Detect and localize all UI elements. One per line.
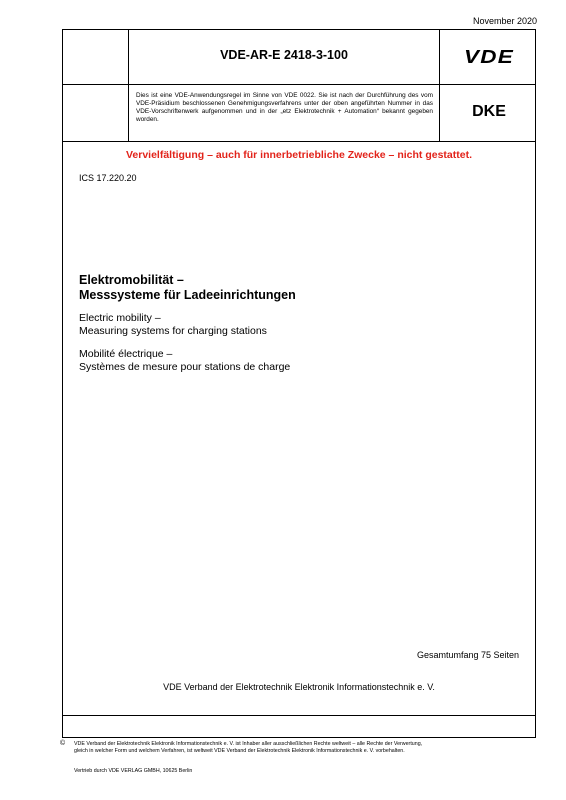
german-title [79, 273, 296, 303]
header-right-divider [439, 30, 440, 142]
vde-logo: VDE [463, 47, 514, 67]
french-title-line-2: Systèmes de mesure pour stations de charge [79, 361, 291, 373]
copyright-notice: VDE Verband der Elektrotechnik Elektronik Informationstechnik e. V. ist Inhaber aller ausschließlichen Rechte weltweit – alle Rechte der Verwertung, gleich in welcher Form und welchem Verfahren, ist weltweit VDE Verband der Elektrotechnik Elektronik Informationstechnik e. V. vorbehalten. [74, 741, 423, 754]
header-divider [63, 84, 535, 85]
footer-divider [63, 715, 535, 716]
french-title-line-1: Mobilité électrique – [79, 348, 173, 360]
dke-label: DKE [472, 103, 506, 120]
copy-warning: Vervielfältigung – auch für innerbetriebliche Zwecke – nicht gestattet. [125, 149, 472, 161]
english-title-line-2: Measuring systems for charging stations [79, 325, 267, 337]
copyright-icon: © [60, 740, 66, 747]
french-title [79, 348, 290, 374]
distribution-notice: Vertrieb durch VDE VERLAG GMBH, 10625 Berlin [74, 768, 193, 774]
publication-date: November 2020 [472, 16, 537, 26]
header-bottom-divider [63, 141, 535, 142]
publisher-name: VDE Verband der Elektrotechnik Elektronik Informationstechnik e. V. [163, 682, 435, 692]
total-pages: Gesamtumfang 75 Seiten [416, 650, 519, 660]
english-title-line-1: Electric mobility – [79, 312, 161, 324]
application-rule-notice: Dies ist eine VDE-Anwendungsregel im Sinne von VDE 0022. Sie ist nach der Durchführung des vom VDE-Präsidium beschlossenen Genehmigungsverfahrens unter der oben angeführten Nummer in das VDE-Vorschriftenwerk aufgenommen und in der „etz Elektrotechnik + Automation“ bekannt gegeben worden. [136, 92, 433, 123]
english-title [79, 312, 267, 338]
german-title-line-2: Messsysteme für Ladeeinrichtungen [79, 288, 296, 302]
ics-code: ICS 17.220.20 [79, 173, 137, 183]
german-title-line-1: Elektromobilität – [79, 273, 184, 287]
document-number: VDE-AR-E 2418-3-100 [220, 48, 348, 62]
title-frame [62, 29, 536, 738]
header-left-divider [128, 30, 129, 142]
